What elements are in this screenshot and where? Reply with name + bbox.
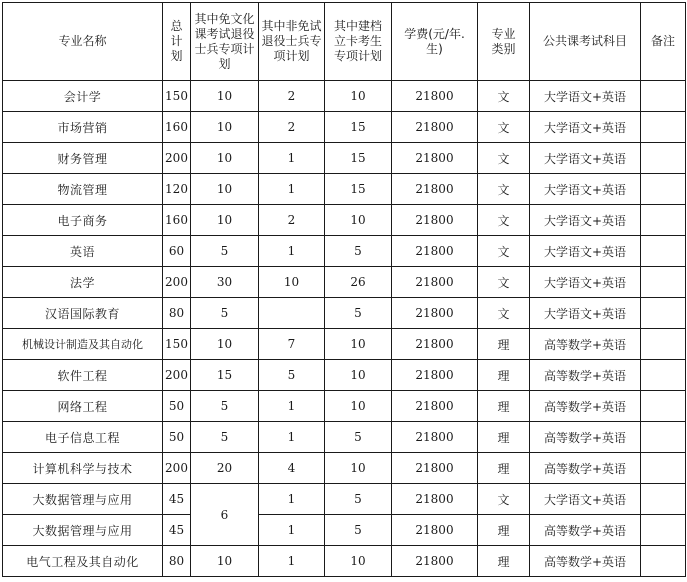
vet-exempt-cell: 5 [191,422,259,453]
major-cell: 财务管理 [3,143,163,174]
category-cell: 文 [478,267,530,298]
total-cell: 60 [163,236,191,267]
exam-cell: 大学语文+英语 [530,81,641,112]
total-cell: 160 [163,205,191,236]
poverty-cell: 10 [325,391,392,422]
tuition-cell: 21800 [392,174,478,205]
remark-cell [641,422,686,453]
vet-nonexempt-cell: 2 [259,81,325,112]
vet-nonexempt-cell: 1 [259,143,325,174]
category-cell: 文 [478,112,530,143]
poverty-cell: 5 [325,515,392,546]
header-tuition: 学费(元/年.生) [392,3,478,81]
exam-cell: 大学语文+英语 [530,174,641,205]
total-cell: 80 [163,546,191,577]
category-cell: 文 [478,143,530,174]
remark-cell [641,391,686,422]
total-cell: 150 [163,81,191,112]
tuition-cell: 21800 [392,453,478,484]
remark-cell [641,112,686,143]
header-poverty: 其中建档立卡考生专项计划 [325,3,392,81]
exam-cell: 高等数学+英语 [530,546,641,577]
remark-cell [641,298,686,329]
vet-exempt-cell: 10 [191,174,259,205]
tuition-cell: 21800 [392,267,478,298]
category-cell: 理 [478,453,530,484]
major-cell: 物流管理 [3,174,163,205]
exam-cell: 高等数学+英语 [530,329,641,360]
major-cell: 英语 [3,236,163,267]
poverty-cell: 15 [325,112,392,143]
total-cell: 50 [163,422,191,453]
major-cell: 法学 [3,267,163,298]
table-row [3,453,686,484]
tuition-cell: 21800 [392,205,478,236]
enrollment-plan-table [2,2,686,577]
header-vet-nonexempt: 其中非免试退役士兵专项计划 [259,3,325,81]
remark-cell [641,81,686,112]
poverty-cell: 10 [325,205,392,236]
vet-nonexempt-cell: 1 [259,391,325,422]
tuition-cell: 21800 [392,422,478,453]
poverty-cell: 5 [325,422,392,453]
vet-nonexempt-cell: 10 [259,267,325,298]
major-cell: 市场营销 [3,112,163,143]
vet-nonexempt-cell: 1 [259,422,325,453]
header-category: 专业类别 [478,3,530,81]
vet-exempt-cell: 10 [191,81,259,112]
remark-cell [641,360,686,391]
poverty-cell: 10 [325,546,392,577]
vet-exempt-cell: 10 [191,205,259,236]
major-cell: 网络工程 [3,391,163,422]
remark-cell [641,329,686,360]
table-row [3,267,686,298]
tuition-cell: 21800 [392,360,478,391]
vet-exempt-cell: 10 [191,112,259,143]
vet-exempt-cell: 5 [191,391,259,422]
table-row [3,298,686,329]
tuition-cell: 21800 [392,298,478,329]
category-cell: 理 [478,360,530,391]
category-cell: 理 [478,546,530,577]
tuition-cell: 21800 [392,484,478,515]
category-cell: 理 [478,391,530,422]
poverty-cell: 10 [325,360,392,391]
poverty-cell: 10 [325,81,392,112]
poverty-cell: 5 [325,484,392,515]
exam-cell: 高等数学+英语 [530,422,641,453]
major-cell: 计算机科学与技术 [3,453,163,484]
category-cell: 文 [478,174,530,205]
remark-cell [641,267,686,298]
category-cell: 理 [478,329,530,360]
exam-cell: 高等数学+英语 [530,391,641,422]
major-cell: 电气工程及其自动化 [3,546,163,577]
exam-cell: 高等数学+英语 [530,453,641,484]
tuition-cell: 21800 [392,546,478,577]
total-cell: 50 [163,391,191,422]
vet-nonexempt-cell [259,298,325,329]
poverty-cell: 26 [325,267,392,298]
exam-cell: 高等数学+英语 [530,515,641,546]
remark-cell [641,515,686,546]
exam-cell: 大学语文+英语 [530,484,641,515]
enrollment-plan-table-container [2,2,686,577]
total-cell: 200 [163,143,191,174]
major-cell: 汉语国际教育 [3,298,163,329]
major-cell: 大数据管理与应用 [3,515,163,546]
vet-nonexempt-cell: 4 [259,453,325,484]
table-row [3,143,686,174]
vet-nonexempt-cell: 2 [259,112,325,143]
tuition-cell: 21800 [392,236,478,267]
poverty-cell: 15 [325,174,392,205]
tuition-cell: 21800 [392,112,478,143]
total-cell: 150 [163,329,191,360]
header-vet-exempt: 其中免文化课考试退役士兵专项计划 [191,3,259,81]
poverty-cell: 5 [325,236,392,267]
total-cell: 120 [163,174,191,205]
vet-nonexempt-cell: 5 [259,360,325,391]
exam-cell: 大学语文+英语 [530,112,641,143]
table-row [3,329,686,360]
category-cell: 文 [478,81,530,112]
total-cell: 160 [163,112,191,143]
category-cell: 文 [478,205,530,236]
major-cell: 大数据管理与应用 [3,484,163,515]
tuition-cell: 21800 [392,515,478,546]
tuition-cell: 21800 [392,329,478,360]
total-cell: 200 [163,453,191,484]
remark-cell [641,174,686,205]
major-cell: 软件工程 [3,360,163,391]
remark-cell [641,143,686,174]
major-cell: 机械设计制造及其自动化 [3,329,163,360]
total-cell: 200 [163,360,191,391]
exam-cell: 大学语文+英语 [530,143,641,174]
remark-cell [641,453,686,484]
table-row [3,360,686,391]
table-row [3,236,686,267]
table-row [3,484,686,515]
header-major: 专业名称 [3,3,163,81]
vet-nonexempt-cell: 7 [259,329,325,360]
vet-nonexempt-cell: 1 [259,515,325,546]
vet-nonexempt-cell: 1 [259,174,325,205]
exam-cell: 大学语文+英语 [530,267,641,298]
exam-cell: 高等数学+英语 [530,360,641,391]
vet-nonexempt-cell: 1 [259,546,325,577]
total-cell: 45 [163,515,191,546]
vet-nonexempt-cell: 2 [259,205,325,236]
category-cell: 理 [478,515,530,546]
exam-cell: 大学语文+英语 [530,236,641,267]
tuition-cell: 21800 [392,81,478,112]
vet-nonexempt-cell: 1 [259,484,325,515]
table-row [3,174,686,205]
poverty-cell: 5 [325,298,392,329]
table-row [3,205,686,236]
total-cell: 80 [163,298,191,329]
total-cell: 45 [163,484,191,515]
header-remark: 备注 [641,3,686,81]
vet-exempt-cell: 5 [191,298,259,329]
table-row [3,515,686,546]
category-cell: 文 [478,298,530,329]
vet-exempt-cell: 10 [191,546,259,577]
major-cell: 电子商务 [3,205,163,236]
header-total: 总计划 [163,3,191,81]
major-cell: 会计学 [3,81,163,112]
header-exam: 公共课考试科目 [530,3,641,81]
category-cell: 理 [478,422,530,453]
category-cell: 文 [478,236,530,267]
poverty-cell: 10 [325,329,392,360]
exam-cell: 大学语文+英语 [530,298,641,329]
header-row [3,3,686,81]
vet-exempt-cell: 15 [191,360,259,391]
remark-cell [641,484,686,515]
total-cell: 200 [163,267,191,298]
vet-exempt-cell: 10 [191,329,259,360]
vet-exempt-cell: 5 [191,236,259,267]
vet-nonexempt-cell: 1 [259,236,325,267]
table-row [3,546,686,577]
remark-cell [641,546,686,577]
vet-exempt-cell: 20 [191,453,259,484]
tuition-cell: 21800 [392,391,478,422]
vet-exempt-cell-merged: 6 [191,484,259,546]
vet-exempt-cell: 10 [191,143,259,174]
table-row [3,81,686,112]
table-row [3,112,686,143]
remark-cell [641,205,686,236]
poverty-cell: 10 [325,453,392,484]
table-row [3,391,686,422]
exam-cell: 大学语文+英语 [530,205,641,236]
category-cell: 文 [478,484,530,515]
major-cell: 电子信息工程 [3,422,163,453]
remark-cell [641,236,686,267]
table-row [3,422,686,453]
vet-exempt-cell: 30 [191,267,259,298]
tuition-cell: 21800 [392,143,478,174]
poverty-cell: 15 [325,143,392,174]
